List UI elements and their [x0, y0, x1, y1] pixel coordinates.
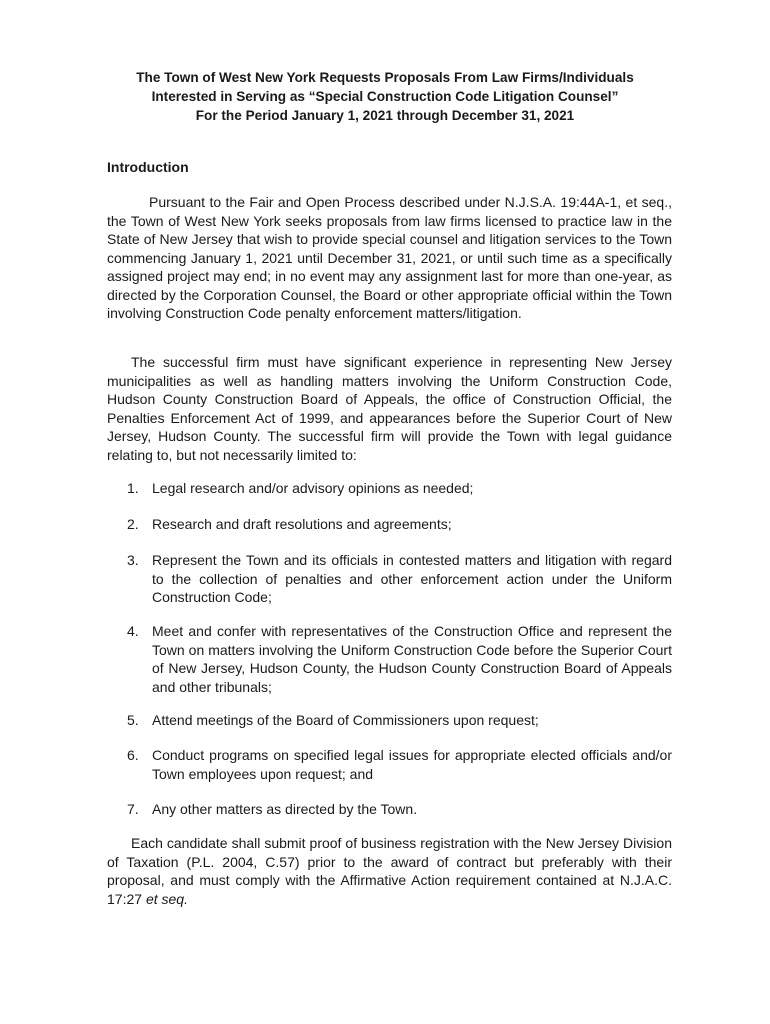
list-item-text: Legal research and/or advisory opinions as needed;	[152, 480, 474, 496]
registration-text: Each candidate shall submit proof of business registration with the New Jersey Division of Taxation (P.L. 2004, C.57) prior to the award of contract but preferably with their proposal, and must comply with the Affirmative Action requirement contained at N.J.A.C. 17:27	[107, 835, 672, 907]
list-item-text: Any other matters as directed by the Town.	[152, 801, 418, 817]
list-item-number: 5.	[127, 712, 139, 728]
list-item-number: 6.	[127, 747, 139, 763]
document-title	[60, 68, 710, 125]
title-line-3: For the Period January 1, 2021 through December 31, 2021	[195, 108, 575, 123]
list-item-text: Conduct programs on specified legal issues for appropriate elected officials and/or Town employees upon request; and	[152, 747, 672, 782]
registration-paragraph	[107, 834, 672, 908]
list-item-text: Attend meetings of the Board of Commissioners upon request;	[152, 712, 539, 728]
registration-italic-tail: et seq.	[145, 890, 188, 907]
list-item-number: 1.	[127, 480, 139, 496]
list-item-number: 2.	[127, 516, 139, 532]
list-item-text: Research and draft resolutions and agreements;	[152, 516, 452, 532]
intro-paragraph: Pursuant to the Fair and Open Process described under N.J.S.A. 19:44A-1, et seq., the Town of West New York seeks proposals from law firms licensed to practice law in the State of New Jersey that wish to provide special counsel and litigation services to the Town commencing January 1, 2021 until December 31, 2021, or until such time as a specifically assigned project may end; in no event may any assignment last for more than one-year, as directed by the Corporation Counsel, the Board or other appropriate official within the Town involving Construction Code penalty enforcement matters/litigation.	[107, 194, 672, 321]
title-line-1: The Town of West New York Requests Proposals From Law Firms/Individuals	[136, 70, 634, 85]
list-item-number: 4.	[127, 623, 139, 639]
experience-paragraph: The successful firm must have significant experience in representing New Jersey municipalities as well as handling matters involving the Uniform Construction Code, Hudson County Construction Board of Appeals, the office of Construction Official, the Penalties Enforcement Act of 1999, and appearances before the Superior Court of New Jersey, Hudson County. The successful firm will provide the Town with legal guidance relating to, but not necessarily limited to:	[107, 354, 672, 463]
introduction-heading: Introduction	[107, 159, 189, 175]
list-item-number: 7.	[127, 801, 139, 817]
title-line-2: Interested in Serving as “Special Construction Code Litigation Counsel”	[151, 89, 619, 104]
list-item-text: Meet and confer with representatives of the Construction Office and represent the Town on matters involving the Uniform Construction Code before the Superior Court of New Jersey, Hudson County, the Hudson County Construction Board of Appeals and other tribunals;	[152, 623, 672, 695]
list-item-text: Represent the Town and its officials in contested matters and litigation with regard to the collection of penalties and other enforcement action under the Uniform Construction Code;	[152, 552, 672, 605]
list-item-number: 3.	[127, 552, 139, 568]
